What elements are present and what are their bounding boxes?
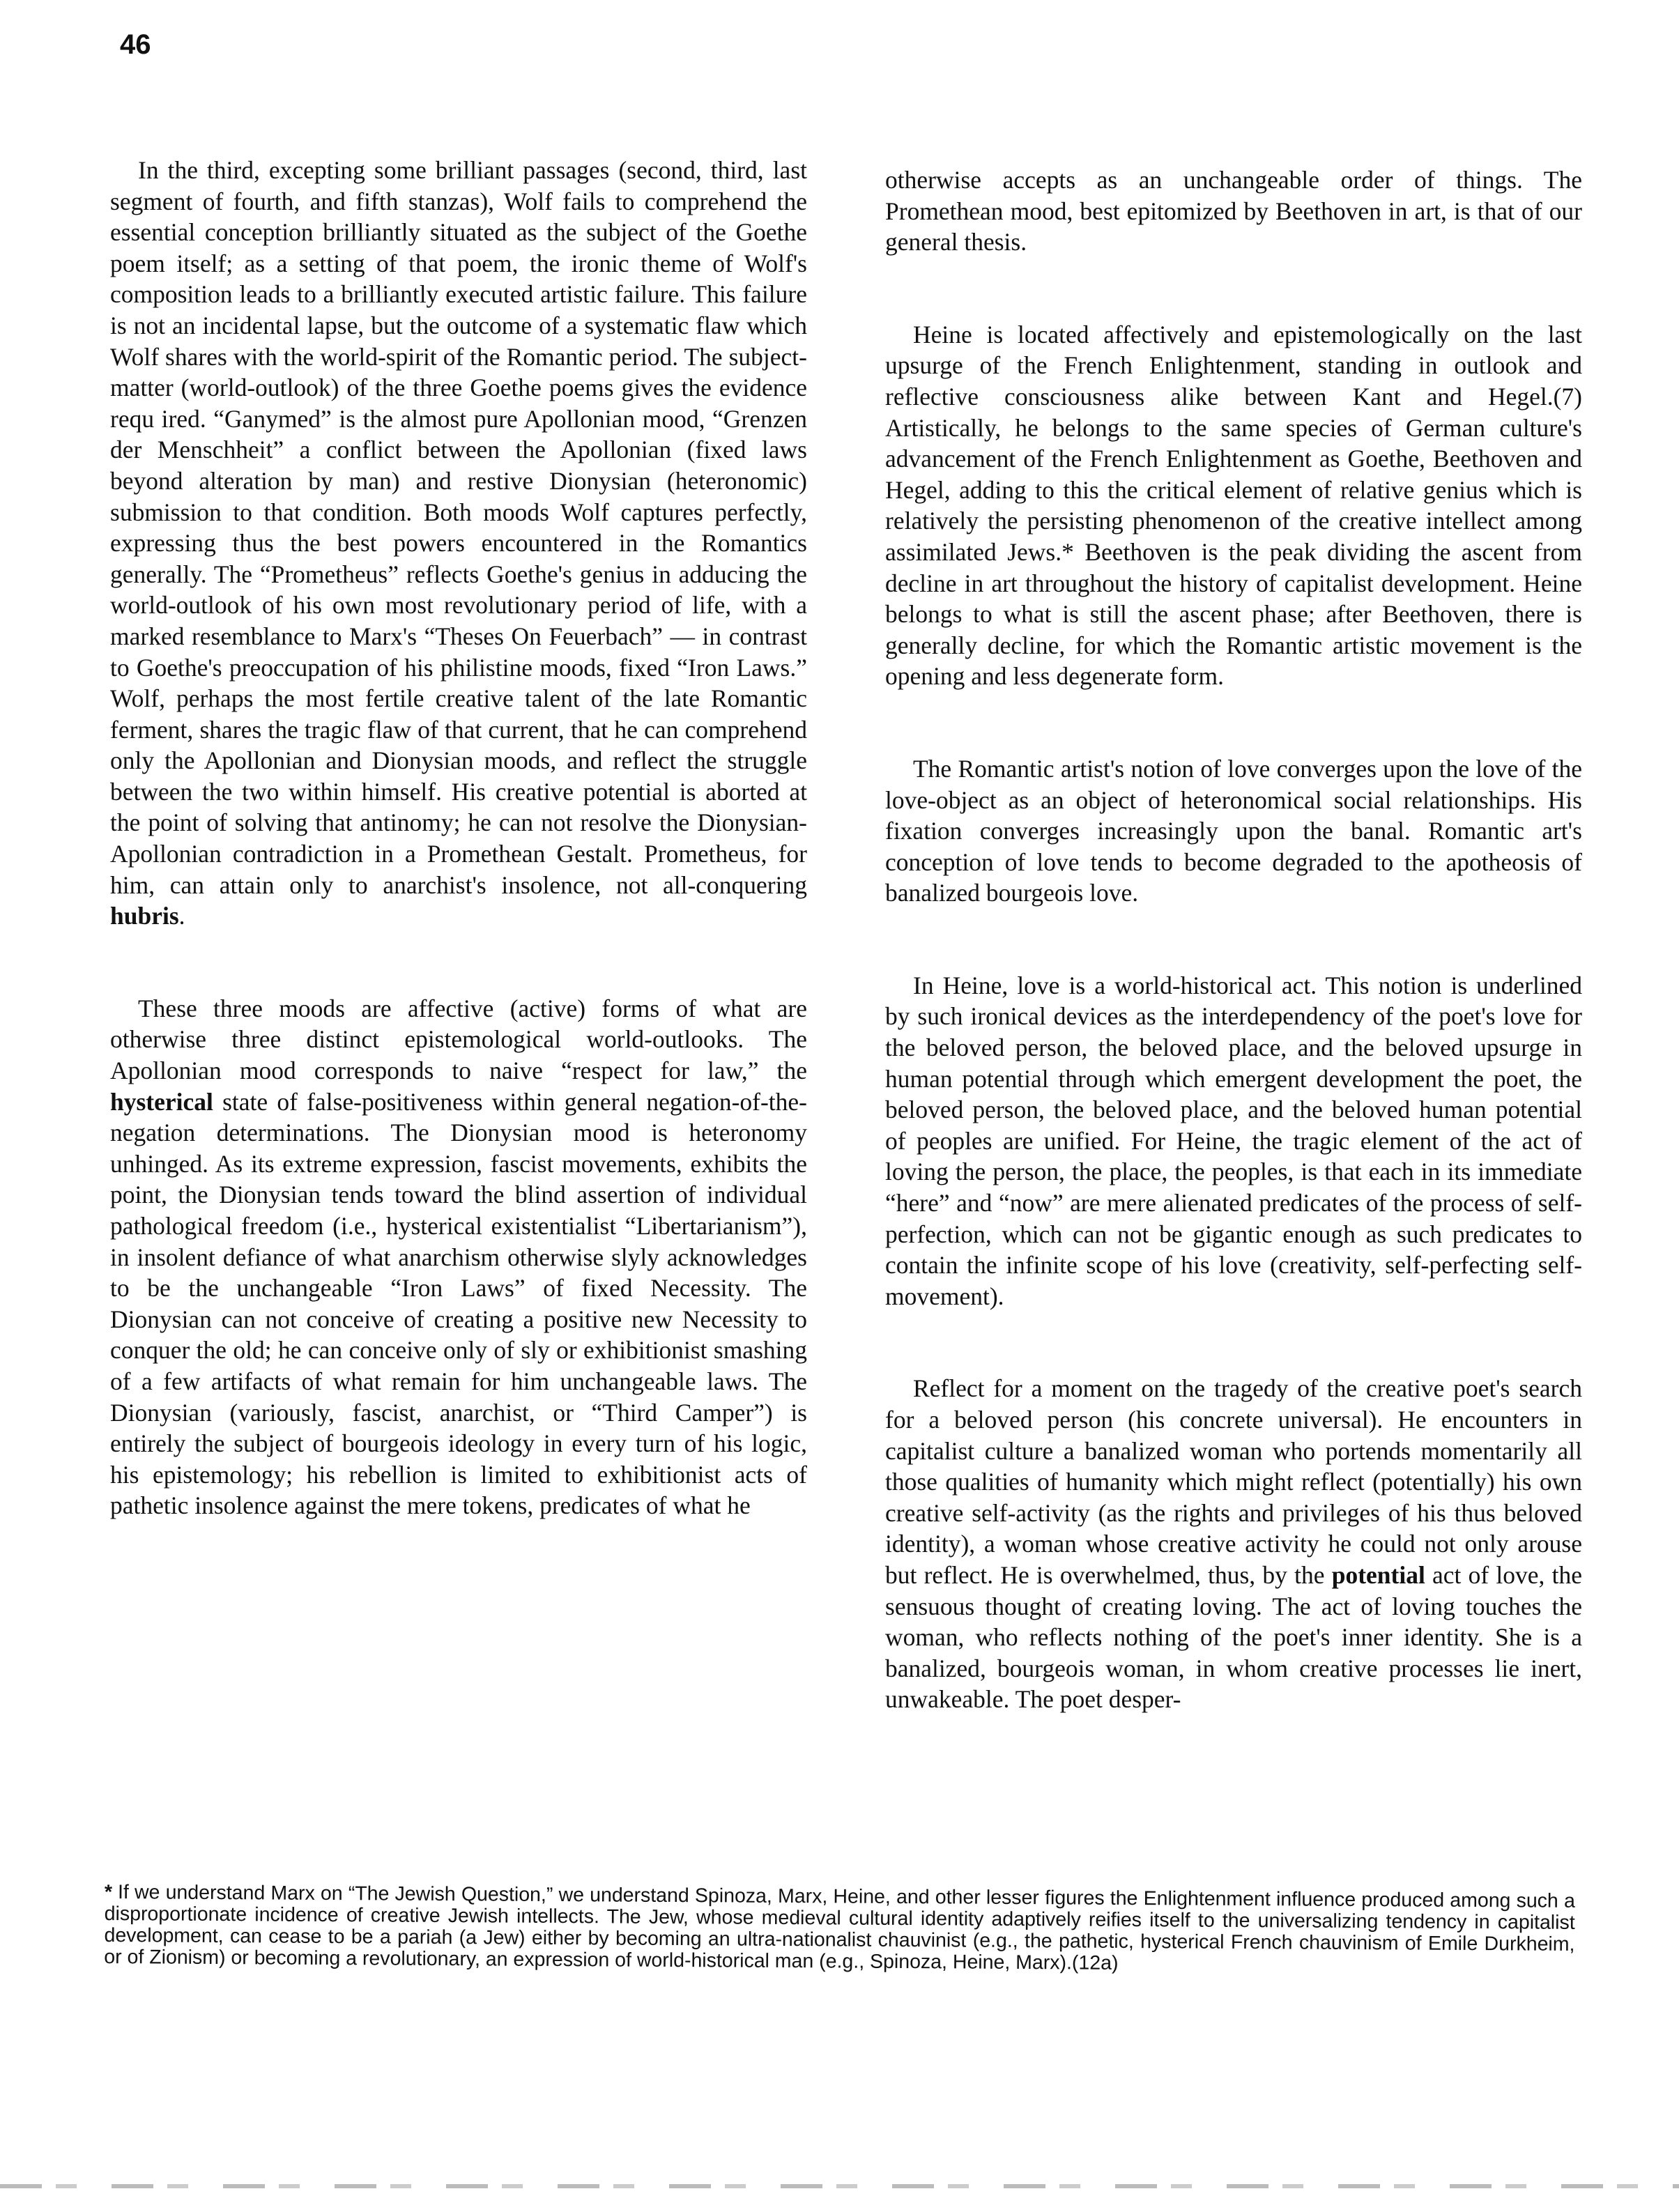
paragraph xyxy=(885,753,1582,909)
emphasis-text: potential xyxy=(1331,1560,1425,1589)
paragraph xyxy=(885,970,1582,1312)
paragraph xyxy=(885,319,1582,692)
left-column xyxy=(110,155,807,1521)
page-number: 46 xyxy=(120,29,151,60)
paragraph-text: Reflect for a moment on the tragedy of the creative poet's search for a beloved person (his concrete universal). He encounters in capitalist culture a banalized woman who portends momentarily all those qualities of humanity which might reflect (potentially) his own creative self-activity (as the rights and privileges of his thus beloved identity), a woman whose creative activity he could not only arouse but reflect. He is overwhelmed, thus, by the xyxy=(885,1374,1582,1589)
footnote-text: If we understand Marx on “The Jewish Question,” we understand Spinoza, Marx, Heine, and other lesser figures the Enlightenment influence produced among such a disproportionate incidence of creative Jewish intellects. The Jew, whose medieval cultural identity adaptively reifies itself to the universalizing tendency in capitalist development, can cease to be a pariah (a Jew) either by becoming an ultra-nationalist chauvinist (e.g., the pathetic, hysterical French chauvinism of Emile Durkheim, or of Zionism) or becoming a revolutionary, an expression of world-historical man (e.g., Spinoza, Heine, Marx).(12a) xyxy=(104,1881,1575,1974)
paragraph-text: These three moods are affective (active) forms of what are otherwise three distinct epistemological world-outlooks. The Apollonian mood corresponds to naive “respect for law,” the xyxy=(110,994,807,1085)
paragraph-text: . xyxy=(178,902,185,930)
paragraph-text: state of false-positiveness within general negation-of-the-negation determinations. The Dionysian mood is heteronomy unhinged. As its extreme expression, fascist movements, exhibits the point, the Dionysian tends toward the blind assertion of individual pathological freedom (i.e., hysterical existentialist “Libertarianism”), in insolent defiance of what anarchism otherwise slyly acknowledges to be the unchangeable “Iron Laws” of fixed Necessity. The Dionysian can not conceive of creating a positive new Necessity to conquer the old; he can conceive only of sly or exhibitionist smashing of a few artifacts of what remain for him unchangeable laws. The Dionysian (variously, fascist, anarchist, or “Third Camper”) is entirely the subject of bourgeois ideology in every turn of his logic, his epistemology; his rebellion is limited to exhibitionist acts of pathetic insolence against the mere tokens, predicates of what he xyxy=(110,1087,807,1520)
paragraph xyxy=(885,164,1582,258)
right-column xyxy=(885,164,1582,1715)
footnote xyxy=(104,1882,1575,1977)
paragraph-text: Heine is located affectively and epistemologically on the last upsurge of the French Enlightenment, standing in outlook and reflective consciousness alike between Kant and Hegel.(7) Artistically, he belongs to the same species of German culture's advancement of the French Enlightenment as Goethe, Beethoven and Hegel, adding to this the critical element of relative genius which is relatively the persisting phenomenon of the creative intellect among assimilated Jews.* Beethoven is the peak dividing the ascent from decline in art throughout the history of capitalist development. Heine belongs to what is still the ascent phase; after Beethoven, there is generally decline, for which the Romantic artistic movement is the opening and less degenerate form. xyxy=(885,320,1582,691)
paragraph-text: In the third, excepting some brilliant passages (second, third, last segment of fourth, and fifth stanzas), Wolf fails to comprehend the essential conception brilliantly situated as the subject of the Goethe poem itself; as a setting of that poem, the ironic theme of Wolf's composition leads to a brilliantly executed artistic failure. This failure is not an incidental lapse, but the outcome of a systematic flaw which Wolf shares with the world-spirit of the Romantic period. The subject-matter (world-outlook) of the three Goethe poems gives the evidence requ ired. “Ganymed” is the almost pure Apollonian mood, “Grenzen der Menschheit” a conflict between the Apollonian (fixed laws beyond alteration by man) and restive Dionysian (heteronomic) submission to that condition. Both moods Wolf captures perfectly, expressing thus the best powers encountered in the Romantics generally. The “Prometheus” reflects Goethe's genius in adducing the world-outlook of his own most revolutionary period of life, with a marked resemblance to Marx's “Theses On Feuerbach” — in contrast to Goethe's preoccupation of his philistine moods, fixed “Iron Laws.” Wolf, perhaps the most fertile creative talent of the late Romantic ferment, shares the tragic flaw of that current, that he can comprehend only the Apollonian and Dionysian moods, and reflect the struggle between the two within himself. His creative potential is aborted at the point of solving that antinomy; he can not resolve the Dionysian-Apollonian contradiction in a Promethean Gestalt. Prometheus, for him, can attain only to anarchist's insolence, not all-conquering xyxy=(110,156,807,899)
footnote-mark: * xyxy=(104,1881,113,1904)
emphasis-text: hysterical xyxy=(110,1087,213,1116)
bottom-scan-edge xyxy=(0,2184,1679,2188)
paragraph xyxy=(110,993,807,1521)
paragraph-text: otherwise accepts as an unchangeable order of things. The Promethean mood, best epitomized by Beethoven in art, is that of our general thesis. xyxy=(885,166,1582,256)
paragraph-text: The Romantic artist's notion of love converges upon the love of the love-object as an object of heteronomical social relationships. His fixation converges increasingly upon the banal. Romantic art's conception of love tends to become degraded to the apotheosis of banalized bourgeois love. xyxy=(885,754,1582,907)
emphasis-text: hubris xyxy=(110,902,179,930)
paragraph xyxy=(110,155,807,932)
paragraph xyxy=(885,1373,1582,1715)
paragraph-text: In Heine, love is a world-historical act. This notion is underlined by such ironical devices as the interdependency of the poet's love for the beloved person, the beloved place, and the beloved upsurge in human potential through which emergent development the poet, the beloved person, the beloved place, and the beloved human potential of peoples are unified. For Heine, the tragic element of the act of loving the person, the place, the peoples, is that each in its immediate “here” and “now” are mere alienated predicates of the process of self-perfection, which can not be gigantic enough as such predicates to contain the infinite scope of his love (creativity, self-perfecting self-movement). xyxy=(885,971,1582,1310)
paragraph-text: act of love, the sensuous thought of creating loving. The act of loving touches the woman, who reflects nothing of the poet's inner identity. She is a banalized, bourgeois woman, in whom creative processes lie inert, unwakeable. The poet desper- xyxy=(885,1560,1583,1714)
